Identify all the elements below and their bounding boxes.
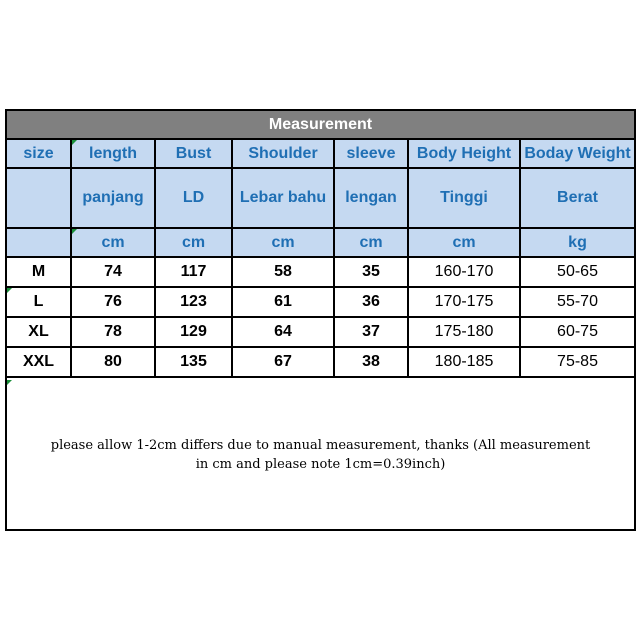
weight-cell: 60-75	[520, 317, 634, 347]
header-body-weight: Boday Weight	[520, 139, 634, 168]
height-cell: 180-185	[408, 347, 520, 377]
header-row-units	[7, 228, 634, 257]
header-body-height: Body Height	[408, 139, 520, 168]
cell-marker	[72, 140, 77, 145]
unit-sleeve: cm	[334, 228, 408, 257]
header-panjang: panjang	[71, 168, 155, 228]
weight-cell: 75-85	[520, 347, 634, 377]
sleeve-cell: 37	[334, 317, 408, 347]
note-line-2: in cm and please note 1cm=0.39inch)	[195, 457, 446, 472]
cell-marker	[7, 380, 12, 385]
header-size: size	[7, 139, 71, 168]
unit-length: cm	[71, 228, 155, 257]
measurement-note	[7, 436, 634, 474]
size-cell: M	[7, 257, 71, 287]
header-tinggi: Tinggi	[408, 168, 520, 228]
header-berat: Berat	[520, 168, 634, 228]
cell-marker	[7, 288, 12, 293]
measurement-chart	[5, 109, 636, 531]
length-cell: 80	[71, 347, 155, 377]
table-row	[7, 257, 634, 287]
length-cell: 78	[71, 317, 155, 347]
bust-cell: 129	[155, 317, 232, 347]
header-sleeve: sleeve	[334, 139, 408, 168]
table-row	[7, 287, 634, 317]
header-ld: LD	[155, 168, 232, 228]
header-row-indonesian	[7, 168, 634, 228]
header-lengan: lengan	[334, 168, 408, 228]
size-table	[7, 111, 634, 378]
shoulder-cell: 64	[232, 317, 334, 347]
bust-cell: 135	[155, 347, 232, 377]
cell-marker	[72, 229, 77, 234]
unit-bust: cm	[155, 228, 232, 257]
header-row-english	[7, 139, 634, 168]
size-cell: XXL	[7, 347, 71, 377]
unit-shoulder: cm	[232, 228, 334, 257]
bust-cell: 117	[155, 257, 232, 287]
header-lebar-bahu: Lebar bahu	[232, 168, 334, 228]
height-cell: 170-175	[408, 287, 520, 317]
title-row	[7, 111, 634, 139]
length-cell: 76	[71, 287, 155, 317]
shoulder-cell: 67	[232, 347, 334, 377]
sleeve-cell: 36	[334, 287, 408, 317]
shoulder-cell: 61	[232, 287, 334, 317]
note-line-1: please allow 1-2cm differs due to manual measurement, thanks (All measurement	[50, 438, 591, 453]
height-cell: 160-170	[408, 257, 520, 287]
header-length: length	[71, 139, 155, 168]
unit-size	[7, 228, 71, 257]
sleeve-cell: 35	[334, 257, 408, 287]
size-cell: XL	[7, 317, 71, 347]
unit-height: cm	[408, 228, 520, 257]
header-size-local	[7, 168, 71, 228]
weight-cell: 50-65	[520, 257, 634, 287]
header-bust: Bust	[155, 139, 232, 168]
height-cell: 175-180	[408, 317, 520, 347]
weight-cell: 55-70	[520, 287, 634, 317]
shoulder-cell: 58	[232, 257, 334, 287]
bust-cell: 123	[155, 287, 232, 317]
header-shoulder: Shoulder	[232, 139, 334, 168]
unit-weight: kg	[520, 228, 634, 257]
table-row	[7, 347, 634, 377]
length-cell: 74	[71, 257, 155, 287]
table-title: Measurement	[7, 111, 634, 139]
size-cell: L	[7, 287, 71, 317]
table-row	[7, 317, 634, 347]
sleeve-cell: 38	[334, 347, 408, 377]
